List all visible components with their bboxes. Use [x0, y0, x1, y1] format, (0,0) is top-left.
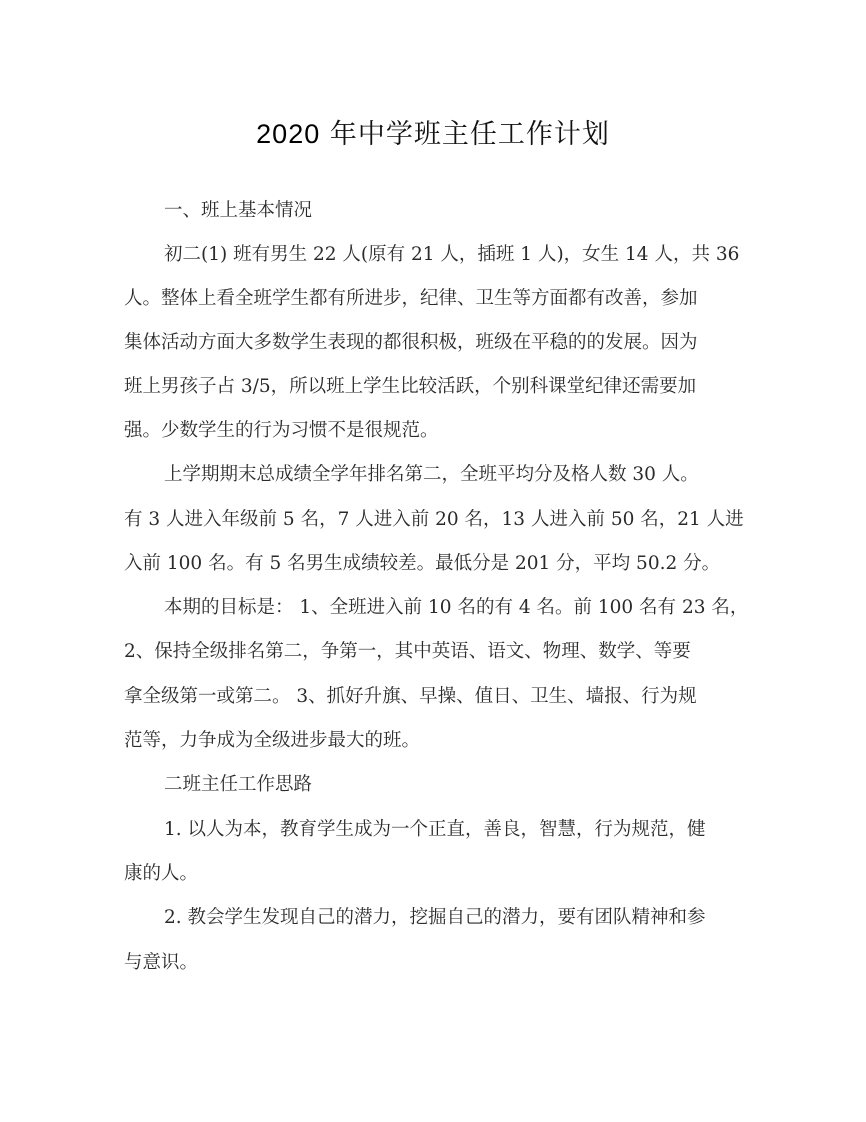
paragraph-line: 与意识。 — [124, 952, 199, 973]
title-text: 年中学班主任工作计划 — [329, 119, 610, 150]
section-heading-work-approach: 二班主任工作思路 — [164, 774, 313, 795]
document-title — [0, 114, 866, 155]
paragraph-line: 2. 教会学生发现自己的潜力，挖掘自己的潜力，要有团队精神和参 — [164, 907, 706, 928]
paragraph-line: 强。少数学生的行为习惯不是很规范。 — [124, 420, 439, 441]
paragraph-line: 康的人。 — [124, 863, 199, 884]
paragraph-line: 范等，力争成为全级进步最大的班。 — [124, 730, 421, 751]
paragraph-line: 上学期期末总成绩全学年排名第二，全班平均分及格人数 30 人。 — [164, 464, 699, 485]
title-year: 2020 — [256, 119, 321, 149]
paragraph-line: 人。整体上看全班学生都有所进步，纪律、卫生等方面都有改善，参加 — [124, 288, 698, 309]
paragraph-line: 1. 以人为本，教育学生成为一个正直，善良，智慧，行为规范，健 — [164, 819, 706, 840]
paragraph-line: 本期的目标是： 1、全班进入前 10 名的有 4 名。前 100 名有 23 名， — [164, 597, 749, 618]
paragraph-line: 2、保持全级排名第二，争第一，其中英语、语文、物理、数学、等要 — [124, 641, 691, 662]
paragraph-line: 班上男孩子占 3/5，所以班上学生比较活跃，个别科课堂纪律还需要加 — [124, 376, 697, 397]
paragraph-line: 集体活动方面大多数学生表现的都很积极，班级在平稳的的发展。因为 — [124, 332, 698, 353]
paragraph-line: 拿全级第一或第二。 3、抓好升旗、早操、值日、卫生、墙报、行为规 — [124, 686, 697, 707]
section-heading-basic-situation: 一、班上基本情况 — [164, 200, 313, 221]
paragraph-line: 有 3 人进入年级前 5 名，7 人进入前 20 名，13 人进入前 50 名，21 人进 — [124, 509, 744, 530]
paragraph-line: 初二(1) 班有男生 22 人(原有 21 人，插班 1 人)，女生 14 人，共 36 — [164, 244, 740, 265]
paragraph-line: 入前 100 名。有 5 名男生成绩较差。最低分是 201 分，平均 50.2 分。 — [124, 553, 721, 574]
